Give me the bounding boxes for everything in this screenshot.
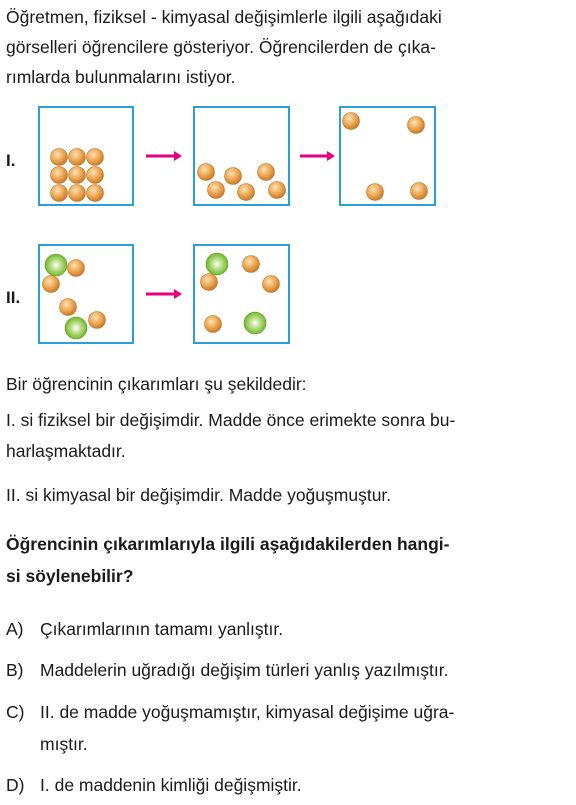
- option-b[interactable]: [6, 656, 566, 685]
- question-line-2: si söylenebilir?: [6, 566, 134, 586]
- option-a[interactable]: [6, 615, 566, 644]
- row-1-label: I.: [6, 151, 16, 170]
- option-d[interactable]: [6, 771, 566, 800]
- option-d-text: I. de maddenin kimliği değişmiştir.: [40, 775, 302, 795]
- row-2-after-particles: [201, 253, 280, 334]
- row-1-solid-particles: [51, 149, 104, 202]
- arrow-row-1-b: [300, 151, 335, 161]
- option-c-letter: C): [6, 702, 25, 722]
- row-1-gas-particles: [343, 113, 428, 201]
- option-c[interactable]: [6, 698, 566, 727]
- row-2-label: II.: [6, 288, 21, 307]
- arrow-row-2: [146, 289, 182, 299]
- option-a-letter: A): [6, 619, 24, 639]
- intro-line-1: Öğretmen, fiziksel - kimyasal değişimlerle ilgili aşağıdaki: [6, 7, 442, 27]
- deduction-1-line-1: I. si fiziksel bir değişimdir. Madde önce erimekte sonra bu-: [6, 410, 456, 430]
- deduction-2: II. si kimyasal bir değişimdir. Madde yoğuşmuştur.: [6, 485, 392, 505]
- option-b-text: Maddelerin uğradığı değişim türleri yanlış yazılmıştır.: [40, 660, 449, 680]
- option-b-letter: B): [6, 660, 24, 680]
- intro-line-2: görselleri öğrencilere gösteriyor. Öğrencilerden de çıka-: [6, 37, 436, 57]
- option-d-letter: D): [6, 775, 25, 795]
- intro-line-3: rımlarda bulunmalarını istiyor.: [6, 67, 236, 87]
- arrow-row-1-a: [146, 151, 182, 161]
- option-c-continuation: mıştır.: [40, 734, 88, 754]
- deductions-lead: Bir öğrencinin çıkarımları şu şekildedir:: [6, 374, 307, 394]
- row-2-before-particles: [43, 254, 106, 339]
- option-c-text: II. de madde yoğuşmamıştır, kimyasal değişime uğra-: [40, 702, 455, 722]
- row-1-liquid-particles: [198, 164, 286, 201]
- option-a-text: Çıkarımlarının tamamı yanlıştır.: [40, 619, 284, 639]
- deduction-1-line-2: harlaşmaktadır.: [6, 441, 126, 461]
- question-line-1: Öğrencinin çıkarımlarıyla ilgili aşağıdakilerden hangi-: [6, 534, 450, 554]
